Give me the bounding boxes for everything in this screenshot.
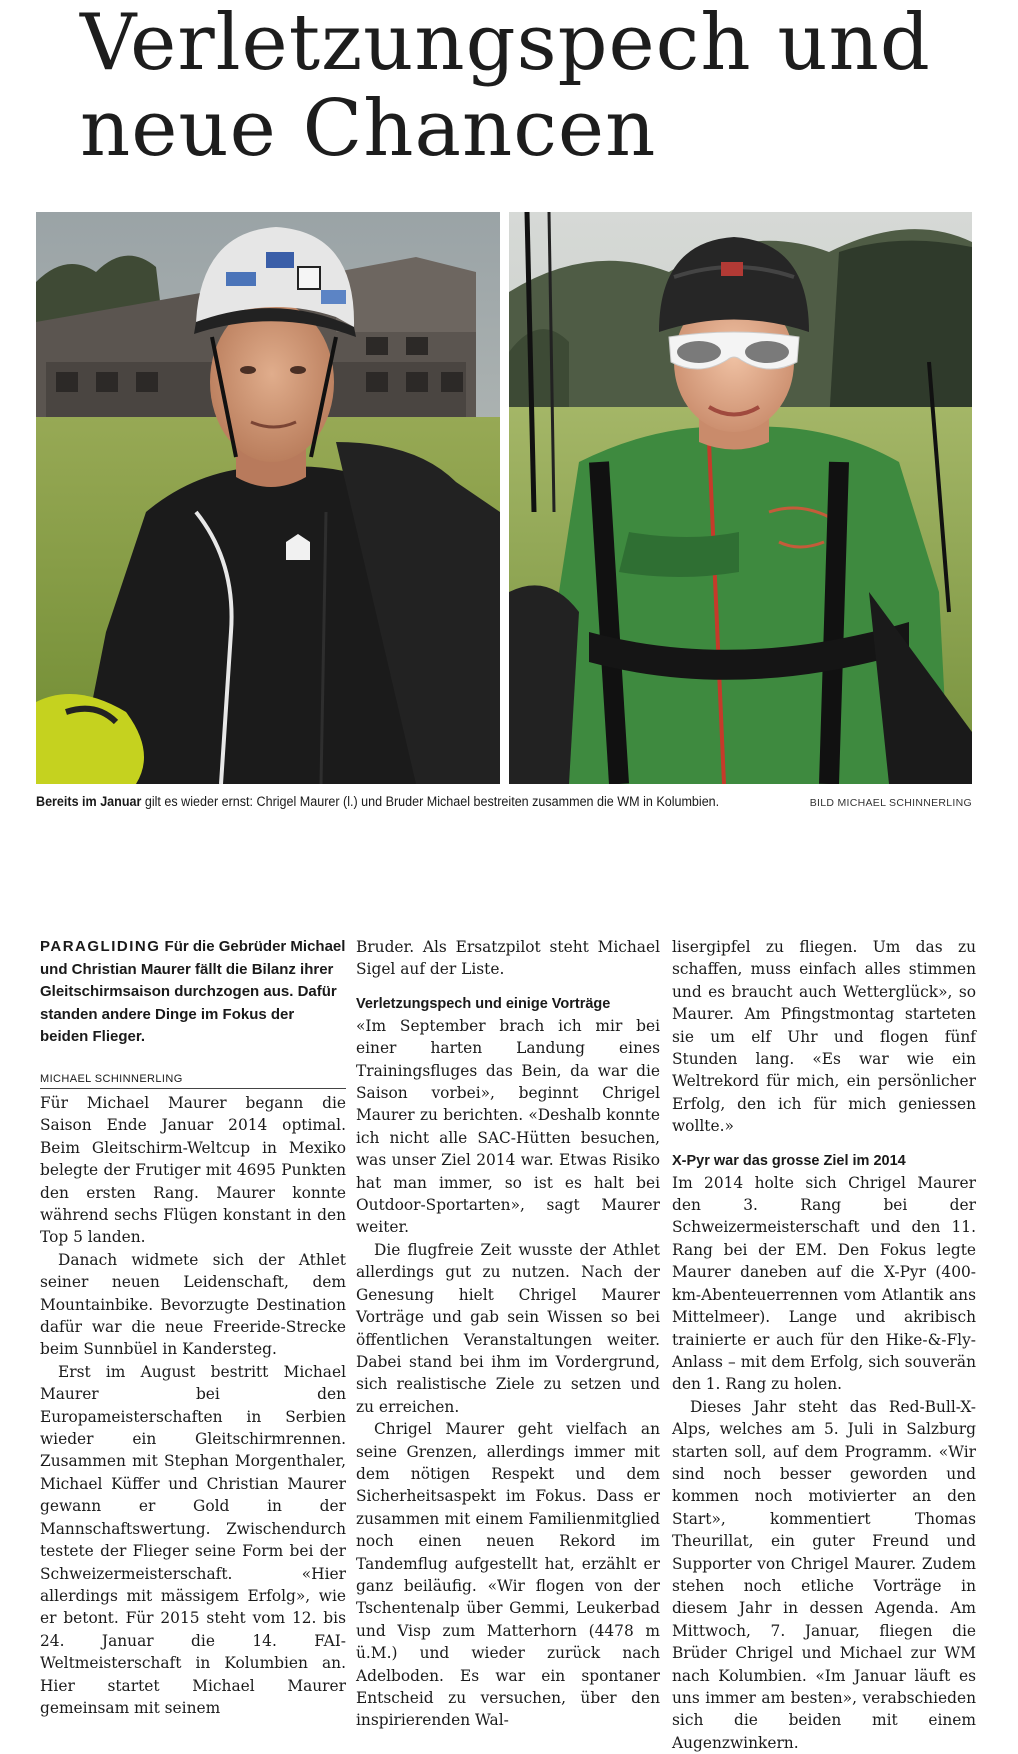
photo-credit: BILD MICHAEL SCHINNERLING [809,797,972,809]
byline: MICHAEL SCHINNERLING [40,1071,346,1089]
article-column-3 [672,936,976,1754]
subheading: X-Pyr war das grosse Ziel im 2014 [672,1152,906,1169]
paragraph: Bruder. Als Ersatzpilot steht Michael Sigel auf der Liste. [356,938,660,979]
paragraph: «Im September brach ich mir bei einer harten Landung eines Trainingsfluges das Bein, da war die Saison vorbei», beginnt Chrigel Maurer zu berichten. «Deshalb konnte ich nicht alle SAC-Hütten besuchen, was unser Ziel 2014 war. Etwas Risiko hat man immer, so ist es halt bei Outdoor-Sportarten», sagt Maurer weiter. [356,1016,660,1237]
lead-text: Für die Gebrüder Michael und Christian Maurer fällt die Bilanz ihrer Gleitschirmsaison durchzogen aus. Dafür standen andere Dinge im Fokus der beiden Flieger. [40,938,346,1046]
paragraph: Im 2014 holte sich Chrigel Maurer den 3. Rang bei der Schweizermeisterschaft und den 11. Rang bei der EM. Den Fokus legte Maurer daneben auf die X-Pyr (400-km-Abenteuerrennen vom Atlantik ans Mittelmeer). Lange und akribisch trainierte er auch für den Hike-&-Fly-Anlass – mit dem Erfolg, sich souverän den 1. Rang zu holen. [672,1173,976,1394]
caption-bold: Bereits im Januar [36,794,142,809]
subheading: Verletzungspech und einige Vorträge [356,995,611,1012]
caption-text: gilt es wieder ernst: Chrigel Maurer (l.) und Bruder Michael bestreiten zusammen die WM in Kolumbien. [141,794,720,809]
headline-line-2: neue Chancen [80,84,657,174]
paragraph: Für Michael Maurer begann die Saison Ende Januar 2014 optimal. Beim Gleitschirm-Weltcup in Mexiko belegte der Frutiger mit 4695 Punkten den ersten Rang. Maurer konnte während sechs Flügen konstant in den Top 5 landen. [40,1093,346,1247]
paragraph: Erst im August bestritt Michael Maurer bei den Europameisterschaften in Serbien wieder ein Gleitschirmrennen. Zusammen mit Stephan Morgenthaler, Michael Küffer und Christian Maurer gewann er Gold in der Mannschaftswertung. Zwischendurch testete der Flieger seine Form bei der Schweizermeisterschaft. «Hier allerdings mit mässigem Erfolg», wie er betont. Für 2015 steht vom 12. bis 24. Januar die 14. FAI-Weltmeisterschaft in Kolumbien an. Hier startet Michael Maurer gemeinsam mit seinem [40,1362,346,1717]
headline-line-1: Verletzungspech und [80,0,931,88]
paragraph: Die flugfreie Zeit wusste der Athlet allerdings gut zu nutzen. Nach der Genesung hielt Chrigel Maurer Vorträge und gab sein Wissen so bei öffentlichen Veranstaltungen weiter. Dabei stand bei ihm im Vordergrund, sich realistische Ziele zu setzen und zu erreichen. [356,1240,660,1416]
photo-michael-maurer [36,212,500,784]
photo-chrigel-maurer [509,212,972,784]
headline [80,0,980,172]
paragraph: Chrigel Maurer geht vielfach an seine Grenzen, allerdings immer mit dem nötigen Respekt und dem Sicherheitsaspekt im Fokus. Dass er zusammen mit einem Familienmitglied noch einen neuen Rekord im Tandemflug aufgestellt hat, erzählt er ganz beiläufig. «Wir flogen von der Tschentenalp über Gemmi, Leukerbad und Visp zum Matterhorn (4478 m ü.M.) und wieder zurück nach Adelboden. Es war ein spontaner Entscheid zu versuchen, über den inspirierenden Wal- [356,1420,660,1730]
photo-caption [36,794,906,809]
paragraph: lisergipfel zu fliegen. Um das zu schaffen, muss einfach alles stimmen und es braucht auch Wetterglück», so Maurer. Am Pfingstmontag starteten sie um elf Uhr und flogen fünf Stunden lang. «Es war wie ein Weltrekord für mich, ein persönlicher Erfolg, den ich für mich geniessen wollte.» [672,938,976,1136]
article-column-2 [356,936,660,1732]
article-lead [40,936,346,1049]
kicker: PARAGLIDING [40,938,161,955]
paragraph: Danach widmete sich der Athlet seiner neuen Leidenschaft, dem Mountainbike. Bevorzugte Destination dafür war die neue Freeride-Strecke beim Sunnbüel in Kandersteg. [40,1250,346,1359]
paragraph: Dieses Jahr steht das Red-Bull-X-Alps, welches am 5. Juli in Salzburg starten soll, auf dem Programm. «Wir sind noch besser geworden und kommen noch motivierter an den Start», kommentiert Thomas Theurillat, ein guter Freund und Supporter von Chrigel Maurer. Zudem stehen noch etliche Vorträge in diesem Jahr in dessen Agenda. Am Mittwoch, 7. Januar, fliegen die Brüder Chrigel und Michael zur WM nach Kolumbien. «Im Januar läuft es uns immer am besten», verabschieden sich die beiden mit einem Augenzwinkern. [672,1397,976,1752]
article-column-1 [40,936,346,1719]
